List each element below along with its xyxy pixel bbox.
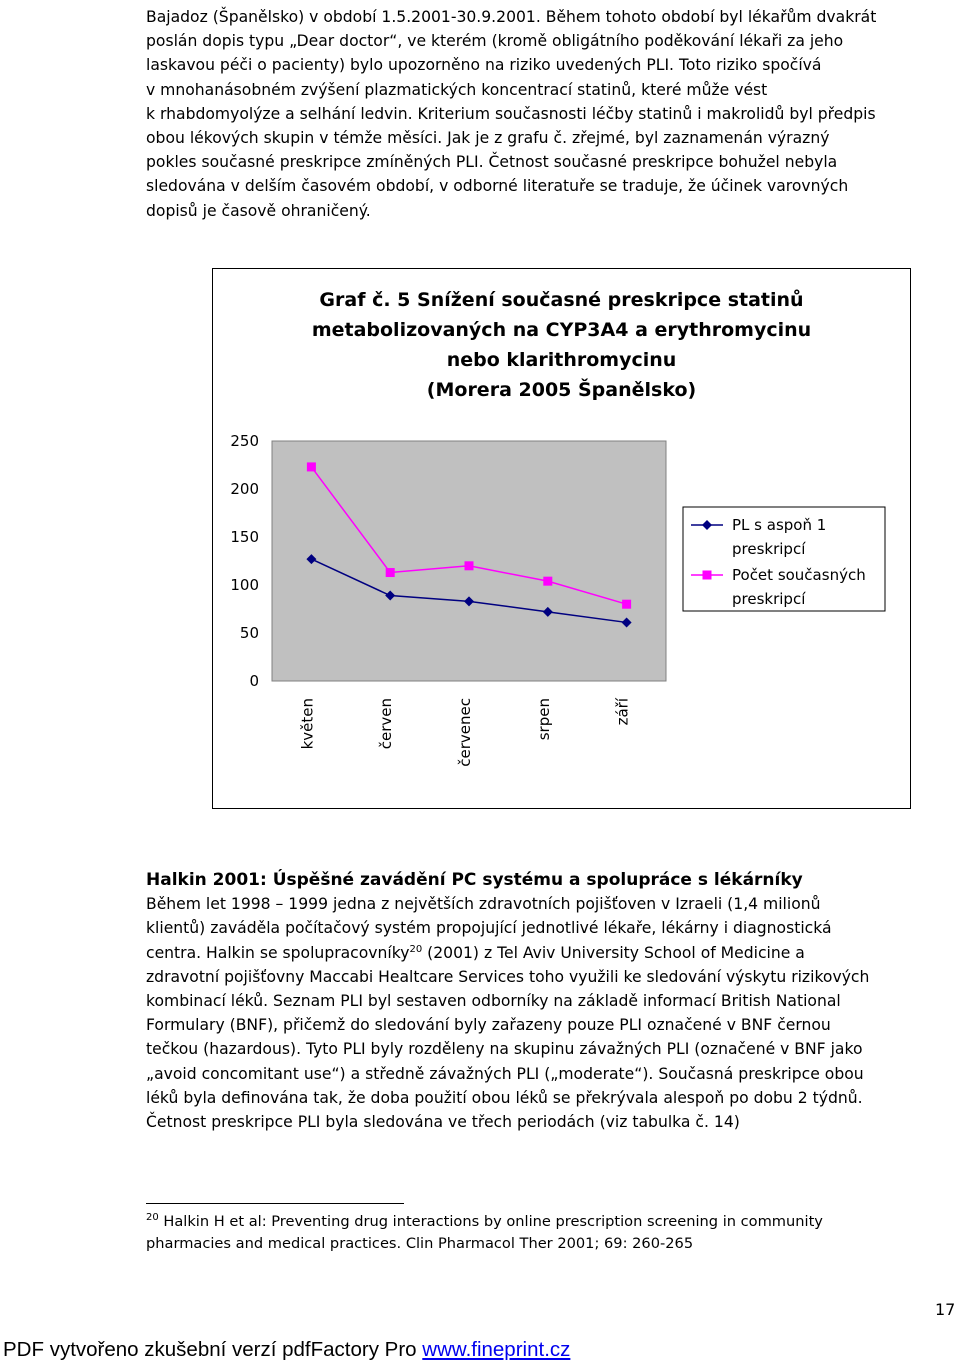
x-tick-label: srpen — [534, 698, 553, 741]
section-heading: Halkin 2001: Úspěšné zavádění PC systému a spolupráce s lékárníky — [146, 870, 803, 890]
y-tick-label: 250 — [230, 432, 259, 450]
legend-label: PL s aspoň 1 — [732, 516, 827, 534]
footnote-number: 20 — [146, 1212, 159, 1224]
intro-line: v mnohanásobném zvýšení plazmatických koncentrací statinů, které může vést — [146, 80, 768, 99]
halkin-line: zdravotní pojišťovny Maccabi Healtcare Services toho využili ke sledování výskytu rizikových — [146, 967, 870, 986]
halkin-line: Během let 1998 – 1999 jedna z největších zdravotních pojišťoven v Izraeli (1,4 milionů — [146, 895, 821, 914]
y-tick-label: 200 — [230, 480, 259, 498]
legend-marker — [703, 571, 712, 580]
halkin-line: kombinací léků. Seznam PLI byl sestaven odborníky na základě informací British National — [146, 992, 841, 1011]
data-point — [465, 561, 474, 570]
footnote-line — [146, 1211, 958, 1233]
halkin-line: „avoid concomitant use“) a středně závažných PLI („moderate“). Současná preskripce obou — [146, 1064, 864, 1083]
legend-label: preskripcí — [732, 540, 806, 558]
halkin-line-with-ref — [146, 941, 958, 965]
halkin-line: léků byla definována tak, že doba použití obou léků se překrývala alespoň po dobu 2 týdnů. — [146, 1088, 863, 1107]
footnote-divider — [146, 1203, 404, 1204]
y-tick-label: 150 — [230, 528, 259, 546]
y-tick-label: 100 — [230, 576, 259, 594]
legend-label: preskripcí — [732, 590, 806, 608]
chart-title-line: metabolizovaných na CYP3A4 a erythromycinu — [311, 319, 812, 341]
chart-title-line: Graf č. 5 Snížení současné preskripce statinů — [319, 289, 804, 311]
legend-label: Počet současných — [732, 566, 866, 584]
footnote-text: Halkin H et al: Preventing drug interactions by online prescription screening in community — [158, 1213, 823, 1230]
y-tick-label: 50 — [239, 624, 259, 642]
intro-line: Bajadoz (Španělsko) v období 1.5.2001-30.9.2001. Během tohoto období byl lékařům dvakrát — [146, 8, 877, 26]
data-point — [307, 462, 316, 471]
intro-line: laskavou péči o pacienty) bylo upozorněno na riziko uvedených PLI. Toto riziko spočívá — [146, 56, 822, 75]
intro-line: obou lékových skupin v témže měsíci. Jak je z grafu č. zřejmé, byl zaznamenán výrazný — [146, 129, 830, 148]
halkin-line: Formulary (BNF), přičemž do sledování byly zařazeny pouze PLI označené v BNF černou — [146, 1016, 831, 1035]
halkin-text: centra. Halkin se spolupracovníky — [146, 943, 410, 962]
plot-area — [272, 441, 666, 681]
halkin-text: (2001) z Tel Aviv University School of Medicine a — [422, 943, 805, 962]
pdf-footer — [3, 1338, 570, 1362]
halkin-line: Četnost preskripce PLI byla sledována ve třech periodách (viz tabulka č. 14) — [146, 1113, 740, 1132]
data-point — [386, 568, 395, 577]
halkin-section — [146, 868, 958, 1134]
footnote-reference[interactable]: 20 — [409, 943, 423, 955]
intro-line: poslán dopis typu „Dear doctor“, ve kterém (kromě obligátního poděkování lékaři za jeho — [146, 32, 844, 51]
footnote-line: pharmacies and medical practices. Clin Pharmacol Ther 2001; 69: 260-265 — [146, 1235, 694, 1252]
x-tick-label: září — [613, 698, 632, 726]
footnote — [146, 1211, 958, 1255]
intro-line: pokles současné preskripce zmíněných PLI. Četnost současné preskripce bohužel nebyla — [146, 153, 838, 172]
x-tick-label: květen — [298, 698, 317, 750]
y-tick-label: 0 — [249, 672, 259, 690]
data-point — [543, 577, 552, 586]
intro-line: dopisů je časově ohraničený. — [146, 201, 371, 220]
fineprint-link[interactable]: www.fineprint.cz — [422, 1338, 571, 1361]
data-point — [622, 600, 631, 609]
page-number: 17 — [935, 1300, 956, 1319]
pdf-footer-text: PDF vytvořeno zkušební verzí pdfFactory Pro — [3, 1338, 423, 1361]
chart-title-line: nebo klarithromycinu — [446, 349, 677, 371]
halkin-line: klientů) zaváděla počítačový systém propojující jednotlivé lékaře, lékárny i diagnostická — [146, 919, 832, 938]
halkin-line: tečkou (hazardous). Tyto PLI byly rozděleny na skupinu závažných PLI (označené v BNF jako — [146, 1040, 863, 1059]
intro-line: k rhabdomyolýze a selhání ledvin. Kriterium současnosti léčby statinů i makrolidů byl předpis — [146, 104, 876, 123]
chart-title-line: (Morera 2005 Španělsko) — [426, 379, 697, 401]
intro-line: sledována v delším časovém období, v odborné literatuře se traduje, že účinek varovných — [146, 177, 849, 196]
x-tick-label: červen — [377, 698, 396, 750]
x-tick-label: červenec — [456, 698, 474, 767]
